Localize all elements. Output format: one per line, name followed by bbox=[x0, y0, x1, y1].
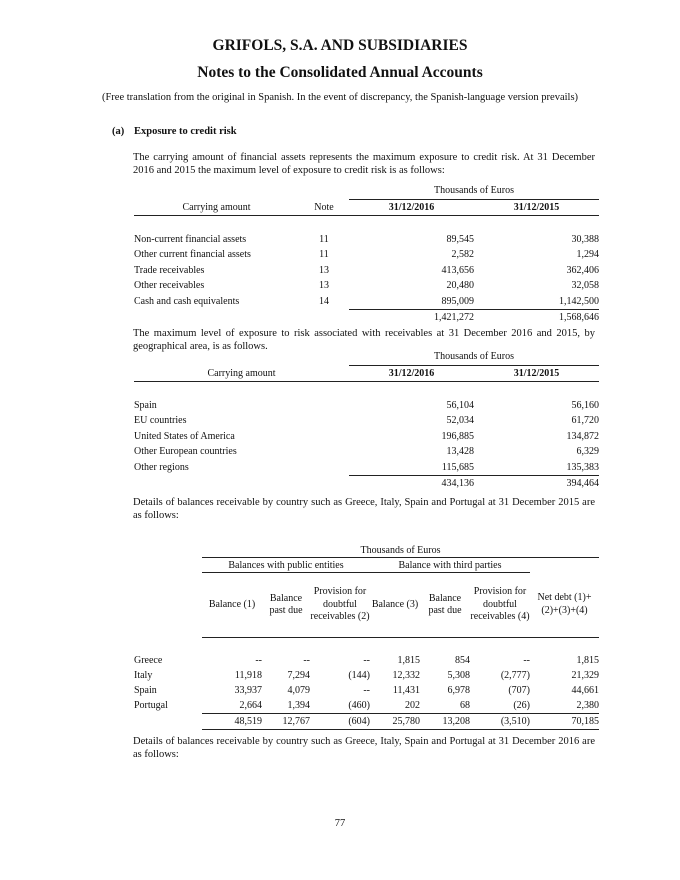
table-group-header: Thousands of Euros bbox=[349, 183, 599, 199]
value-2016: 13,428 bbox=[446, 446, 474, 458]
total-2015: 1,568,646 bbox=[559, 312, 599, 324]
row-label: United States of America bbox=[134, 430, 235, 442]
value-2016: 196,885 bbox=[441, 430, 474, 442]
value-2016: 52,034 bbox=[446, 415, 474, 427]
total-cell: (3,510) bbox=[470, 714, 530, 730]
row-label: EU countries bbox=[134, 415, 187, 427]
total-cell: 25,780 bbox=[370, 714, 420, 730]
column-header: 31/12/2015 bbox=[474, 199, 599, 216]
value-2015: 6,329 bbox=[576, 446, 599, 458]
table-cell: 44,661 bbox=[571, 685, 599, 696]
value-2015: 1,142,500 bbox=[474, 294, 599, 310]
total-2016: 434,136 bbox=[441, 478, 474, 490]
table-cell: 5,308 bbox=[447, 670, 470, 681]
table-row bbox=[134, 698, 599, 714]
row-label: Other European countries bbox=[134, 446, 237, 458]
table-cell: -- bbox=[303, 655, 310, 666]
table-cell: 21,329 bbox=[571, 670, 599, 681]
value-2016: 89,545 bbox=[446, 233, 474, 245]
table-cell: 202 bbox=[370, 698, 420, 714]
total-2016: 1,421,272 bbox=[434, 312, 474, 324]
column-header: 31/12/2016 bbox=[349, 365, 474, 382]
table-cell: 6,978 bbox=[447, 685, 470, 696]
value-2015: 1,294 bbox=[576, 249, 599, 261]
column-header: Provision for doubtful receivables (2) bbox=[310, 573, 370, 638]
row-note: 14 bbox=[319, 296, 329, 307]
table-cell: (707) bbox=[508, 685, 530, 696]
value-2015: 134,872 bbox=[566, 430, 599, 442]
table-cell: 7,294 bbox=[287, 670, 310, 681]
table-row bbox=[134, 247, 599, 263]
section-title: Exposure to credit risk bbox=[134, 126, 237, 137]
country-label: Spain bbox=[134, 685, 157, 696]
table-row bbox=[134, 398, 599, 414]
value-2016: 56,104 bbox=[446, 399, 474, 411]
credit-exposure-table bbox=[134, 183, 599, 326]
table-row bbox=[134, 653, 599, 668]
value-2016: 115,685 bbox=[349, 460, 474, 476]
document-subtitle: Notes to the Consolidated Annual Accounts bbox=[197, 64, 483, 81]
table-cell: -- bbox=[363, 685, 370, 696]
total-cell: 48,519 bbox=[202, 714, 262, 730]
column-header: Balance past due bbox=[420, 573, 470, 638]
row-label: Spain bbox=[134, 399, 157, 411]
value-2015: 61,720 bbox=[571, 415, 599, 427]
value-2016: 2,582 bbox=[451, 249, 474, 261]
section-heading bbox=[112, 126, 237, 137]
table-cell: (460) bbox=[310, 698, 370, 714]
total-row bbox=[134, 714, 599, 730]
page-number: 77 bbox=[334, 818, 346, 829]
column-header: Note bbox=[299, 199, 349, 216]
value-2015: 56,160 bbox=[571, 399, 599, 411]
table-cell: 854 bbox=[455, 655, 470, 666]
row-label: Non-current financial assets bbox=[134, 233, 247, 245]
table-cell: -- bbox=[255, 655, 262, 666]
geographic-exposure-table bbox=[134, 349, 599, 492]
table-cell: 2,380 bbox=[530, 698, 599, 714]
table-cell: 11,918 bbox=[234, 670, 262, 681]
value-2015: 362,406 bbox=[566, 264, 599, 276]
translation-note: (Free translation from the original in Spanish. In the event of discrepancy, the Spanish-language version prevails) bbox=[101, 92, 579, 103]
column-header: Carrying amount bbox=[134, 365, 349, 382]
column-header: Balance (3) bbox=[370, 573, 420, 638]
column-header: 31/12/2015 bbox=[474, 365, 599, 382]
company-name: GRIFOLS, S.A. AND SUBSIDIARIES bbox=[212, 37, 468, 54]
table-cell: 1,394 bbox=[262, 698, 310, 714]
table-row bbox=[134, 429, 599, 445]
paragraph-country-balances-2015: Details of balances receivable by country such as Greece, Italy, Spain and Portugal at 31 December 2015 are as follows: bbox=[133, 497, 595, 521]
value-2015: 32,058 bbox=[571, 280, 599, 292]
total-cell: (604) bbox=[310, 714, 370, 730]
value-2015: 135,383 bbox=[474, 460, 599, 476]
third-parties-header: Balance with third parties bbox=[370, 558, 530, 573]
row-note: 13 bbox=[319, 264, 329, 276]
country-label: Portugal bbox=[134, 700, 168, 712]
table-cell: (26) bbox=[470, 698, 530, 714]
row-note: 11 bbox=[319, 249, 329, 261]
paragraph-country-balances-2016: Details of balances receivable by country such as Greece, Italy, Spain and Portugal at 31 December 2016 are as follows: bbox=[133, 736, 595, 760]
table-group-header: Thousands of Euros bbox=[202, 543, 599, 558]
table-cell: -- bbox=[523, 655, 530, 666]
value-2016: 20,480 bbox=[446, 280, 474, 292]
total-row bbox=[134, 310, 599, 326]
table-row bbox=[134, 232, 599, 248]
total-cell: 12,767 bbox=[262, 714, 310, 730]
value-2015: 30,388 bbox=[571, 233, 599, 245]
value-2016: 413,656 bbox=[441, 264, 474, 276]
column-header: Carrying amount bbox=[134, 199, 299, 216]
paragraph-credit-exposure: The carrying amount of financial assets represents the maximum exposure to credit risk. At 31 December 2016 and 2015 the maximum level of exposure to credit risk is as follows: bbox=[133, 152, 595, 176]
public-entities-header: Balances with public entities bbox=[202, 558, 370, 573]
total-cell: 70,185 bbox=[530, 714, 599, 730]
table-cell: 11,431 bbox=[392, 685, 420, 696]
row-label: Trade receivables bbox=[134, 264, 205, 276]
table-group-header: Thousands of Euros bbox=[349, 349, 599, 365]
table-row bbox=[134, 460, 599, 476]
table-cell: 68 bbox=[420, 698, 470, 714]
paragraph-geographic-exposure: The maximum level of exposure to risk associated with receivables at 31 December 2016 and 2015, by geographical area, is as follows. bbox=[133, 328, 595, 352]
table-cell: -- bbox=[363, 655, 370, 666]
column-header: Provision for doubtful receivables (4) bbox=[470, 573, 530, 638]
row-label: Other current financial assets bbox=[134, 249, 251, 261]
table-cell: (144) bbox=[348, 670, 370, 681]
row-label: Other receivables bbox=[134, 280, 205, 292]
table-cell: (2,777) bbox=[500, 670, 530, 681]
row-label: Other regions bbox=[134, 462, 189, 473]
table-row bbox=[134, 263, 599, 279]
table-cell: 12,332 bbox=[392, 670, 420, 681]
table-row bbox=[134, 294, 599, 310]
column-header: Net debt (1)+(2)+(3)+(4) bbox=[530, 573, 599, 638]
section-number: (a) bbox=[112, 126, 125, 137]
table-row bbox=[134, 668, 599, 683]
value-2016: 895,009 bbox=[349, 294, 474, 310]
row-label: Cash and cash equivalents bbox=[134, 296, 240, 307]
row-note: 11 bbox=[319, 233, 329, 245]
total-2015: 394,464 bbox=[566, 478, 599, 490]
country-label: Greece bbox=[134, 655, 163, 666]
total-cell: 13,208 bbox=[420, 714, 470, 730]
table-row bbox=[134, 444, 599, 460]
row-note: 13 bbox=[319, 280, 329, 292]
table-cell: 2,664 bbox=[202, 698, 262, 714]
table-cell: 33,937 bbox=[234, 685, 262, 696]
table-cell: 4,079 bbox=[287, 685, 310, 696]
column-header: 31/12/2016 bbox=[349, 199, 474, 216]
column-header: Balance (1) bbox=[202, 573, 262, 638]
table-row bbox=[134, 278, 599, 294]
column-header: Balance past due bbox=[262, 573, 310, 638]
table-cell: 1,815 bbox=[576, 655, 599, 666]
country-balances-2015-table bbox=[134, 543, 599, 730]
table-row bbox=[134, 683, 599, 698]
total-row bbox=[134, 476, 599, 492]
table-row bbox=[134, 413, 599, 429]
country-label: Italy bbox=[134, 670, 153, 681]
table-cell: 1,815 bbox=[397, 655, 420, 666]
